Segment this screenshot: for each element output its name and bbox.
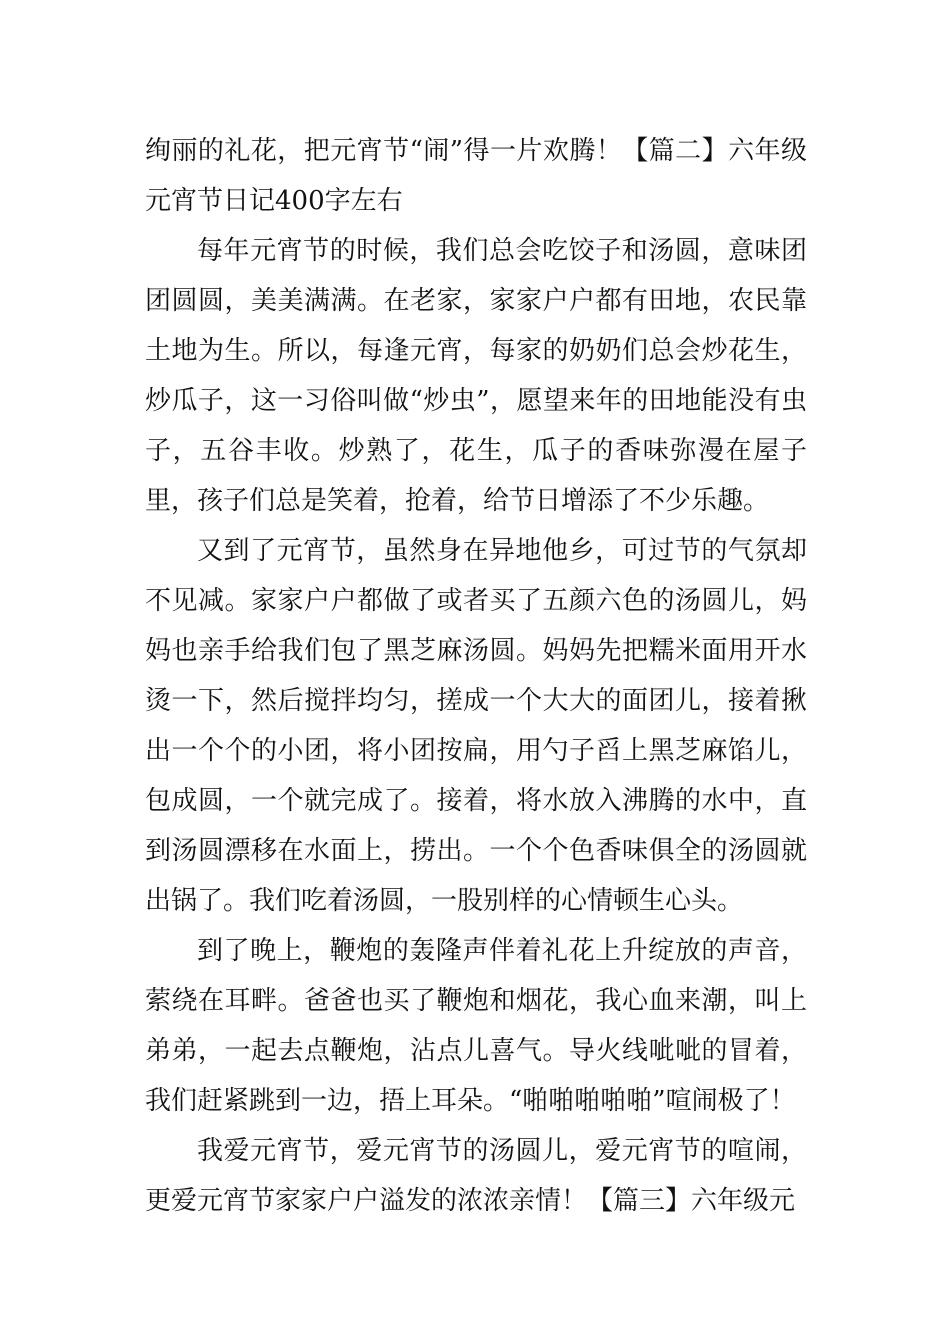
paragraph-continuation: 绚丽的礼花，把元宵节“闹”得一片欢腾！【篇二】六年级元宵节日记400字左右 [145, 136, 807, 216]
document-body [145, 126, 807, 1226]
paragraph-4: 我爱元宵节，爱元宵节的汤圆儿，爱元宵节的喧闹，更爱元宵节家家户户溢发的浓浓亲情！【篇三】六年级元 [145, 1136, 807, 1216]
paragraph-3: 到了晚上，鞭炮的轰隆声伴着礼花上升绽放的声音，萦绕在耳畔。爸爸也买了鞭炮和烟花，我心血来潮，叫上弟弟，一起去点鞭炮，沾点儿喜气。导火线呲呲的冒着，我们赶紧跳到一边，捂上耳朵。“啪啪啪啪啪”喧闹极了！ [145, 936, 807, 1116]
paragraph-2: 又到了元宵节，虽然身在异地他乡，可过节的气氛却不见减。家家户户都做了或者买了五颜六色的汤圆儿，妈妈也亲手给我们包了黑芝麻汤圆。妈妈先把糯米面用开水烫一下，然后搅拌均匀，搓成一个大大的面团儿，接着揪出一个个的小团，将小团按扁，用勺子舀上黑芝麻馅儿，包成圆，一个就完成了。接着，将水放入沸腾的水中，直到汤圆漂移在水面上，捞出。一个个色香味俱全的汤圆就出锅了。我们吃着汤圆，一股别样的心情顿生心头。 [145, 536, 807, 916]
paragraph-1: 每年元宵节的时候，我们总会吃饺子和汤圆，意味团团圆圆，美美满满。在老家，家家户户都有田地，农民靠土地为生。所以，每逢元宵，每家的奶奶们总会炒花生，炒瓜子，这一习俗叫做“炒虫”，愿望来年的田地能没有虫子，五谷丰收。炒熟了，花生，瓜子的香味弥漫在屋子里，孩子们总是笑着，抢着，给节日增添了不少乐趣。 [145, 236, 807, 516]
